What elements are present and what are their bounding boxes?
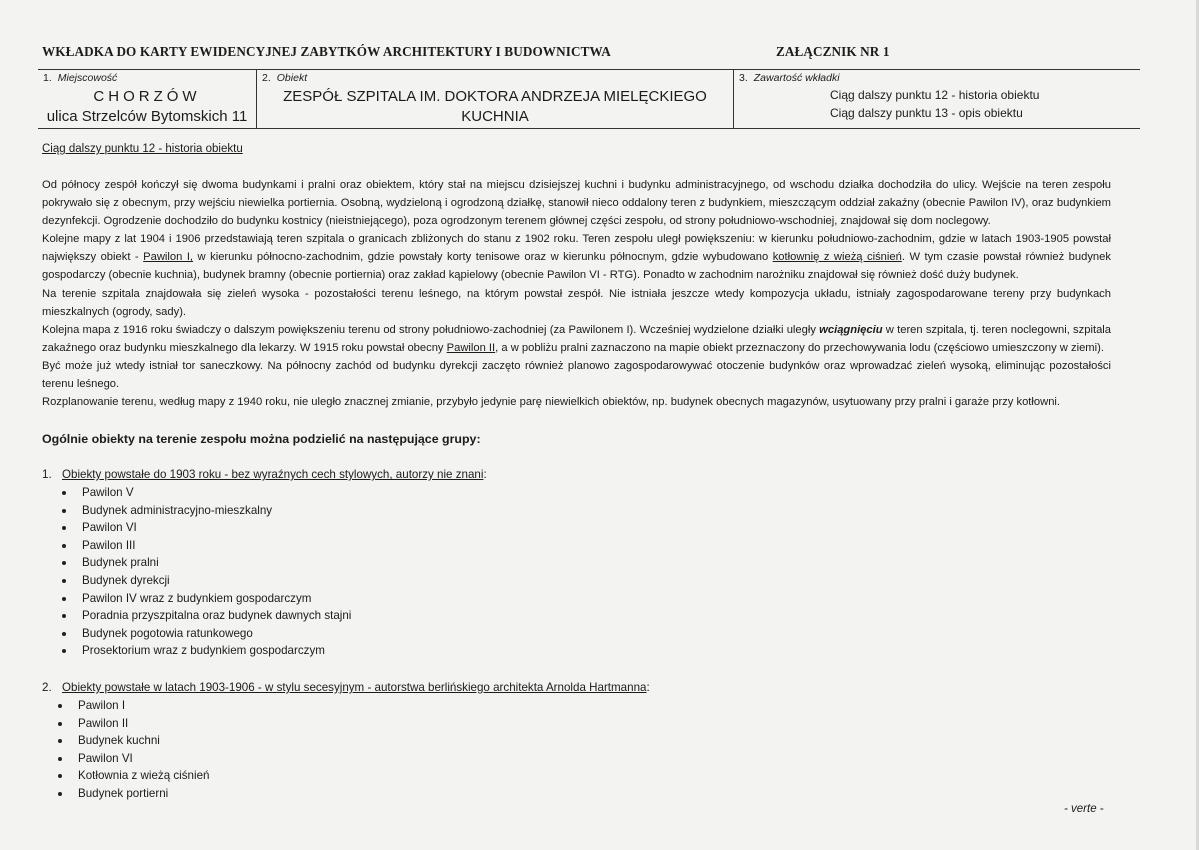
cell-object-caption	[262, 72, 307, 84]
underlined-ref: kotłownię z wieżą ciśnień	[772, 251, 902, 264]
paragraph: Od północy zespół kończył się dwoma budynkami i pralni oraz obiektem, który stał na miejscu dzisiejszej kuchni i budynku administracyjnego, od wschodu działka dochodziła do ulicy. Wejście na teren zespołu pokrywało się z obecnym, przy wejściu niewielka portiernia. Osobną, wydzieloną i ogrodzoną działkę, stanowił nieco oddalony teren z budynkiem, mieszczącym oddział zakaźny (obecnie Pawilon IV), oraz budynkiem dezynfekcji. Ogrodzenie dochodziło do budynku kostnicy (nieistniejącego), poza ogrodzonym terenem głównej części zespołu, od strony południowo-wschodniej, znajdował się dom noclegowy.	[42, 179, 1111, 228]
cell-label: Zawartość wkładki	[753, 72, 840, 84]
group-heading-colon: :	[483, 468, 487, 481]
list-item-text: Pawilon III	[82, 538, 136, 552]
list-item-text: Budynek pogotowia ratunkowego	[82, 626, 253, 640]
contents-line-2: Ciąg dalszy punktu 13 - opis obiektu	[830, 106, 1023, 120]
group-1-list	[42, 484, 487, 660]
list-item-text: Pawilon VI	[78, 751, 133, 765]
history-text	[42, 176, 1111, 411]
list-item	[42, 785, 650, 803]
list-item-text: Budynek administracyjno-mieszkalny	[82, 503, 273, 517]
group-heading	[42, 679, 650, 697]
bullet-icon	[62, 597, 66, 601]
list-item	[42, 732, 650, 750]
bullet-icon	[62, 544, 66, 548]
bullet-icon	[58, 739, 62, 743]
text-run: Kolejna mapa z 1916 roku świadczy o dalszym powiększeniu terenu od strony południowo-zachodniej (za Pawilonem I). Wcześniej wydzielone działki uległy	[42, 323, 820, 336]
list-item-text: Pawilon IV wraz z budynkiem gospodarczym	[82, 591, 312, 605]
text-run: . W tym czasie powstał również budynek gospodarczy (obecnie kuchnia), budynek bramny (obecnie portiernia) oraz zakład kąpielowy (obecnie Pawilon VI - RTG). Ponadto w zachodnim narożniku znajdował się również dość duży budynek.	[42, 251, 1111, 282]
list-item	[42, 554, 487, 572]
cell-label: Miejscowość	[57, 72, 118, 84]
group-heading	[42, 466, 487, 484]
list-item-text: Poradnia przyszpitalna oraz budynek dawnych stajni	[82, 609, 352, 623]
list-item	[42, 607, 487, 625]
group-number: 1.	[42, 468, 52, 481]
bullet-icon	[58, 774, 62, 778]
list-item	[42, 537, 487, 555]
list-item	[42, 625, 487, 643]
bullet-icon	[62, 491, 66, 495]
list-item-text: Budynek dyrekcji	[82, 573, 170, 587]
list-item-text: Budynek portierni	[78, 786, 169, 800]
cell-object	[257, 70, 734, 128]
bullet-icon	[58, 757, 62, 761]
list-item	[42, 642, 487, 660]
list-item	[42, 590, 487, 608]
text-run: , a w pobliżu pralni zaznaczono na mapie obiekt przeznaczony do przechowywania lodu (częściowo umieszczony w ziemi).	[495, 341, 1104, 354]
bullet-icon	[62, 614, 66, 618]
list-item-text: Kotłownia z wieżą ciśnień	[78, 769, 210, 783]
list-item-text: Pawilon II	[78, 716, 129, 730]
text-run: Kolejne mapy z lat 1904 i 1906 przedstawiają teren szpitala o granicach zbliżonych do stanu z 1902 roku. Teren zespołu uległ powiększeniu: w kierunku południowo-zachodnim, gdzie w latach 1903-1905 powstał największy obiekt -	[42, 233, 1111, 264]
list-item-text: Pawilon VI	[82, 521, 137, 535]
contents-line-1: Ciąg dalszy punktu 12 - historia obiektu	[830, 88, 1040, 102]
bullet-icon	[62, 561, 66, 565]
object-name: ZESPÓŁ SZPITALA IM. DOKTORA ANDRZEJA MIELĘCKIEGO	[283, 88, 707, 105]
bullet-icon	[62, 649, 66, 653]
list-item	[42, 697, 650, 715]
group-heading-colon: :	[646, 681, 650, 694]
group-number: 2.	[42, 681, 52, 694]
bullet-icon	[58, 704, 62, 708]
list-item	[42, 519, 487, 537]
group-2	[42, 679, 650, 803]
list-item-text: Pawilon I	[78, 699, 126, 712]
list-item	[42, 572, 487, 590]
bullet-icon	[62, 579, 66, 583]
group-heading-text: Obiekty powstałe w latach 1903-1906 - w stylu secesyjnym - autorstwa berlińskiego architekta Arnolda Hartmanna	[62, 681, 647, 694]
paragraph	[42, 321, 1111, 357]
group-heading-text: Obiekty powstałe do 1903 roku - bez wyraźnych cech stylowych, autorzy nie znani	[62, 468, 484, 481]
cell-label: Obiekt	[276, 72, 308, 84]
list-item	[42, 715, 650, 733]
list-item-text: Prosektorium wraz z budynkiem gospodarczym	[82, 644, 325, 658]
cell-number: 2.	[262, 72, 271, 84]
cell-number: 3.	[739, 72, 748, 84]
paragraph: Być może już wtedy istniał tor saneczkowy. Na północny zachód od budynku dyrekcji zaczęto również planowo zagospodarowywać otoczenie budynków oraz wprowadzać zieleń wysoką, eliminując pozostałości terenu leśnego.	[42, 359, 1111, 391]
bullet-icon	[62, 509, 66, 513]
header-title: WKŁADKA DO KARTY EWIDENCYJNEJ ZABYTKÓW ARCHITEKTURY I BUDOWNICTWA	[42, 44, 611, 59]
location-street: ulica Strzelców Bytomskich 11	[46, 108, 248, 125]
list-item	[42, 502, 487, 520]
text-run: w teren szpitala, tj. teren noclegowni, szpitala zakaźnego oraz budynku mieszkalnego dla lekarzy. W 1915 roku powstał obecny	[42, 323, 1111, 354]
underlined-ref: Pawilon II	[446, 341, 496, 354]
groups-title: Ogólnie obiekty na terenie zespołu można podzielić na następujące grupy:	[42, 432, 481, 446]
emphasis: wciągnięciu	[819, 323, 883, 336]
cell-contents-caption	[739, 72, 840, 84]
object-part: KUCHNIA	[461, 108, 529, 125]
list-item	[42, 767, 650, 785]
bullet-icon	[58, 792, 62, 796]
location-city: CHORZÓW	[93, 88, 201, 105]
list-item-text: Budynek pralni	[82, 556, 159, 570]
paragraph: Rozplanowanie terenu, według mapy z 1940 roku, nie uległo znacznej zmianie, przybyło jedynie parę niewielkich obiektów, np. budynek obecnych magazynów, usytuowany przy pralni i garaże przy kotłowni.	[42, 396, 1061, 409]
list-item-text: Pawilon V	[82, 486, 134, 499]
bullet-icon	[62, 526, 66, 530]
cell-number: 1.	[43, 72, 52, 84]
text-run: w kierunku północno-zachodnim, gdzie powstały korty tenisowe oraz w kierunku północnym, gdzie wybudowano	[193, 251, 773, 264]
verte-note: - verte -	[1064, 803, 1104, 815]
bullet-icon	[62, 632, 66, 636]
cell-contents	[734, 70, 1140, 128]
list-item-text: Budynek kuchni	[78, 734, 160, 748]
section-title: Ciąg dalszy punktu 12 - historia obiektu	[42, 143, 243, 155]
list-item	[42, 750, 650, 768]
paragraph	[42, 230, 1111, 284]
header-annex: ZAŁĄCZNIK NR 1	[776, 44, 890, 59]
cell-location	[38, 70, 257, 128]
cell-location-caption	[43, 72, 117, 84]
list-item	[42, 484, 487, 502]
bullet-icon	[58, 722, 62, 726]
header-table	[38, 69, 1140, 129]
paragraph: Na terenie szpitala znajdowała się zieleń wysoka - pozostałości terenu leśnego, na którym powstał zespół. Nie istniała jeszcze wtedy kompozycja układu, istniały zagospodarowane tereny przy budynkach mieszkalnych (ogrody, sady).	[42, 287, 1111, 318]
group-2-list	[42, 697, 650, 803]
underlined-ref: Pawilon I,	[143, 251, 194, 264]
group-1	[42, 466, 487, 660]
